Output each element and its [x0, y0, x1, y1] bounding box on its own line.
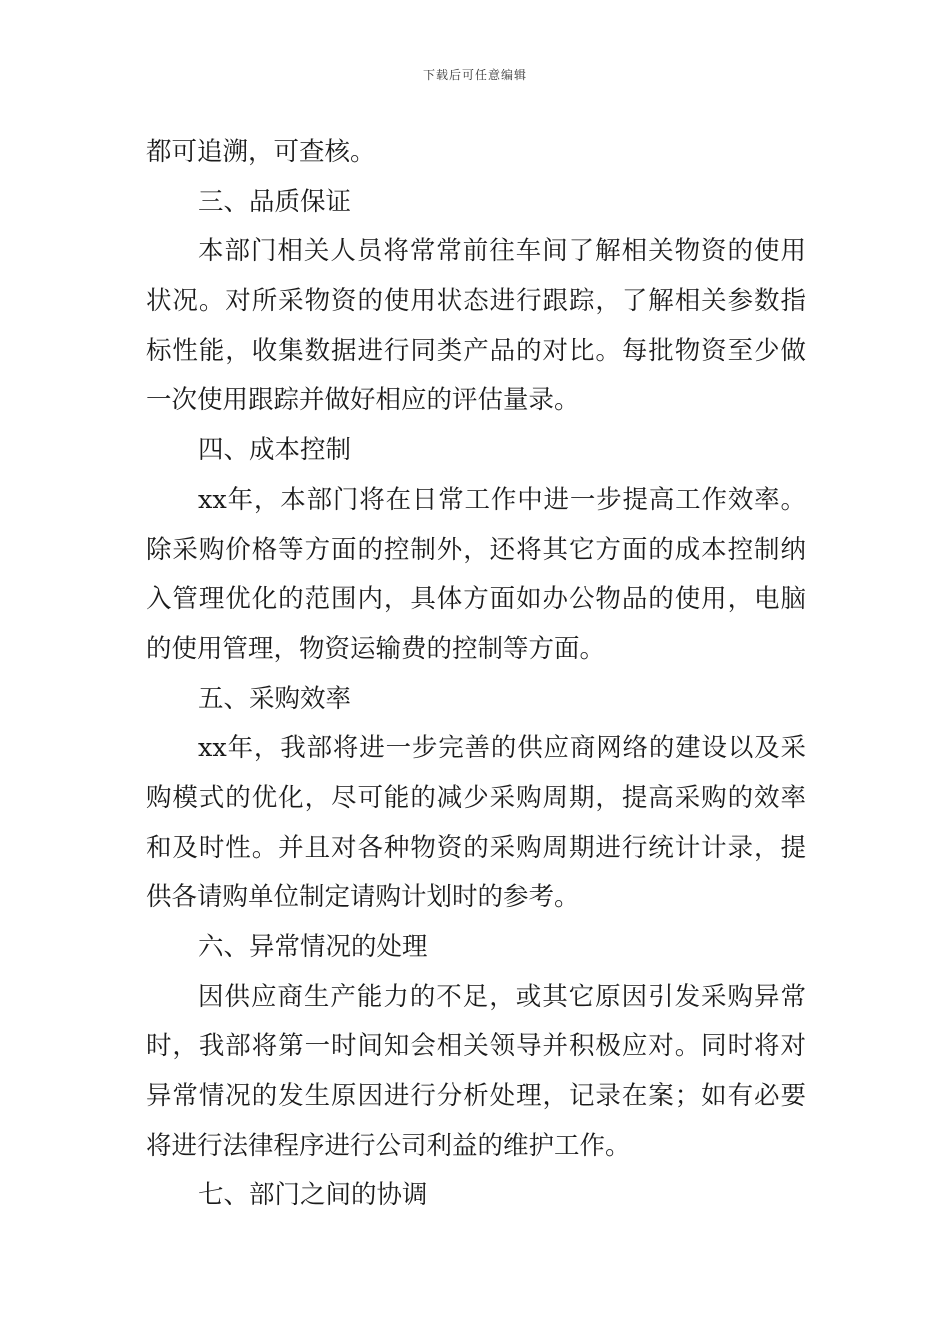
paragraph-line: 除采购价格等方面的控制外，还将其它方面的成本控制纳	[146, 534, 806, 565]
paragraph-line: xx年，我部将进一步完善的供应商网络的建设以及采	[198, 733, 806, 764]
page-header: 下载后可任意编辑	[422, 68, 527, 82]
paragraph-line: 标性能，收集数据进行同类产品的对比。每批物资至少做	[146, 335, 806, 366]
paragraph-line: 购模式的优化，尽可能的减少采购周期，提高采购的效率	[146, 782, 806, 813]
paragraph-line: 供各请购单位制定请购计划时的参考。	[146, 882, 580, 913]
document-body	[146, 128, 806, 1221]
paragraph-line: 本部门相关人员将常常前往车间了解相关物资的使用	[198, 236, 806, 267]
section-heading: 三、品质保证	[198, 186, 352, 217]
section-heading: 六、异常情况的处理	[198, 932, 428, 962]
paragraph-line: 因供应商生产能力的不足，或其它原因引发采购异常	[198, 981, 806, 1012]
paragraph-line: 一次使用跟踪并做好相应的评估量录。	[146, 385, 580, 416]
paragraph-line: 时，我部将第一时间知会相关领导并积极应对。同时将对	[146, 1031, 806, 1062]
paragraph-line: 和及时性。并且对各种物资的采购周期进行统计计录，提	[146, 832, 806, 863]
paragraph-line: 的使用管理，物资运输费的控制等方面。	[146, 633, 606, 664]
section-heading: 四、成本控制	[198, 435, 352, 466]
section-heading: 五、采购效率	[198, 683, 352, 714]
paragraph-line: 异常情况的发生原因进行分析处理，记录在案；如有必要	[146, 1081, 806, 1112]
paragraph-line: 入管理优化的范围内，具体方面如办公物品的使用，电脑	[146, 584, 806, 615]
paragraph-line: 都可追溯，可查核。	[146, 137, 376, 167]
paragraph-line: 状况。对所采物资的使用状态进行跟踪，了解相关参数指	[146, 286, 806, 317]
paragraph-line: 将进行法律程序进行公司利益的维护工作。	[146, 1130, 631, 1161]
section-heading: 七、部门之间的协调	[198, 1180, 428, 1211]
paragraph-line: xx年，本部门将在日常工作中进一步提高工作效率。	[198, 484, 806, 515]
